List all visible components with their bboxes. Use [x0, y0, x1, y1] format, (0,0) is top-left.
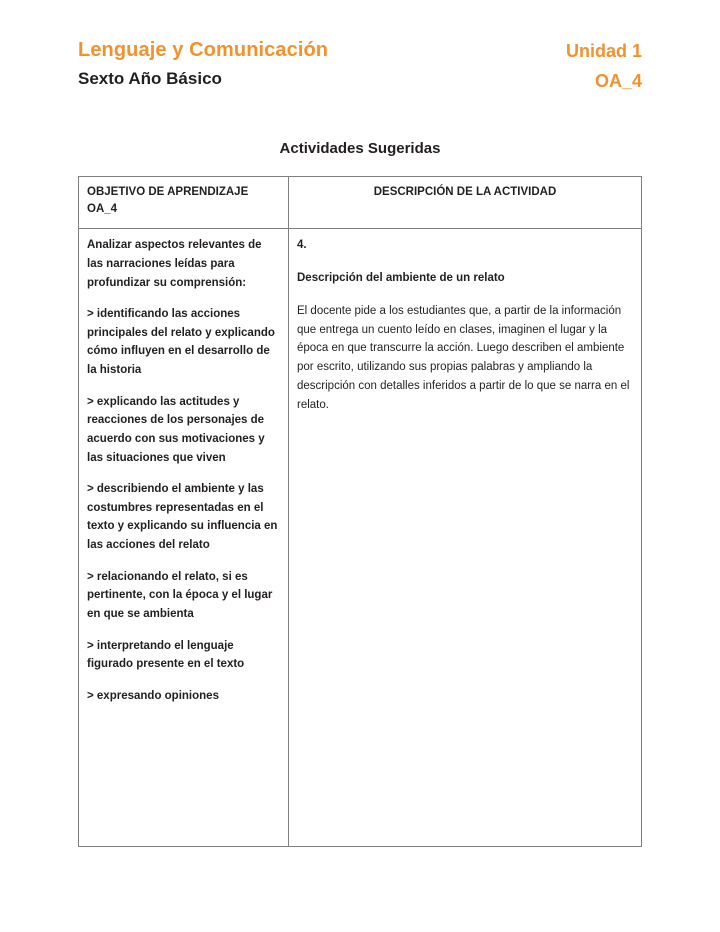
document-header [78, 38, 642, 94]
objective-cell [79, 229, 289, 847]
oa-code-label: OA_4 [594, 71, 642, 92]
objective-paragraph: Analizar aspectos relevantes de las narraciones leídas para profundizar su comprensión: [87, 239, 262, 289]
activity-number: 4. [297, 239, 307, 252]
activity-subtitle: Descripción del ambiente de un relato [297, 271, 505, 284]
grade-title: Sexto Año Básico [78, 69, 222, 88]
table-header-row [79, 176, 642, 229]
activities-table [78, 176, 642, 848]
header-right-group [566, 38, 642, 94]
description-cell [289, 229, 642, 847]
objective-paragraph: > explicando las actitudes y reacciones de los personajes de acuerdo con sus motivaciones y las situaciones que viven [87, 395, 265, 464]
objective-paragraph: > interpretando el lenguaje figurado presente en el texto [87, 639, 245, 671]
objective-paragraph: > relacionando el relato, si es pertinente, con la época y el lugar en que se ambienta [87, 570, 273, 620]
table-row [79, 229, 642, 847]
objective-paragraph: > identificando las acciones principales del relato y explicando cómo influyen en el desarrollo de la historia [87, 308, 275, 377]
column-header-description: DESCRIPCIÓN DE LA ACTIVIDAD [289, 176, 642, 229]
header-left-group [78, 38, 328, 90]
objective-paragraph: > expresando opiniones [87, 689, 219, 702]
unit-label: Unidad 1 [565, 41, 642, 61]
column-header-objective: OBJETIVO DE APRENDIZAJE OA_4 [79, 176, 289, 229]
subject-title: Lenguaje y Comunicación [78, 39, 329, 61]
section-title: Actividades Sugeridas [279, 139, 441, 157]
objective-paragraph: > describiendo el ambiente y las costumbres representadas en el texto y explicando su influencia en las acciones del relato [87, 483, 278, 552]
activity-body: El docente pide a los estudiantes que, a partir de la información que entrega un cuento leído en clases, imaginen el lugar y la época en que transcurre la acción. Luego describen el ambiente por escrito, utilizando sus propias palabras y ampliando la descripción con detalles inferidos a partir de lo que se narra en el relato. [297, 304, 630, 412]
